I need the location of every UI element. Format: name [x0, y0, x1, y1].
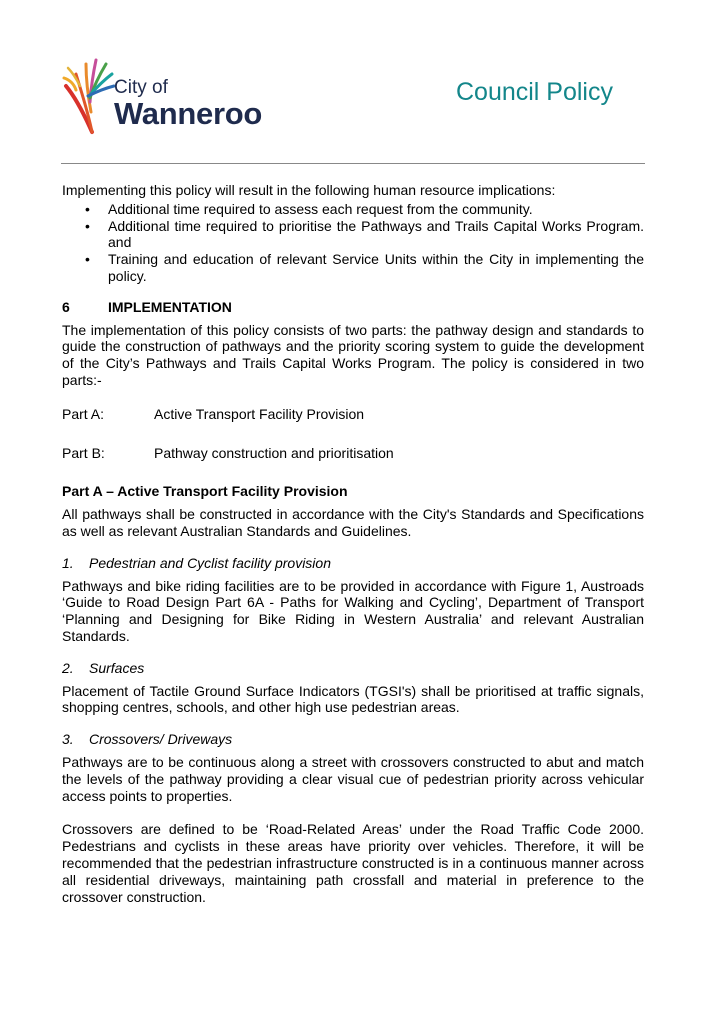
bullet-icon: •	[85, 217, 90, 234]
part-text: Active Transport Facility Provision	[154, 405, 365, 422]
city-logo	[62, 52, 292, 138]
subsection-paragraph: Pathways and bike riding facilities are to be provided in accordance with Figure 1, Austroads ‘Guide to Road Design Part 6A - Paths for Walking and Cycling’, Department of Transport ‘Planning and Designing for Bike Riding in Western Australia’ and relevant Australian Standards.	[62, 577, 644, 644]
document-body	[62, 182, 644, 905]
list-item: • Additional time required to assess each request from the community.	[85, 200, 533, 217]
subsection-title: Surfaces	[89, 659, 145, 676]
subsection-title: Crossovers/ Driveways	[89, 731, 233, 748]
bullet-icon: •	[85, 251, 90, 268]
subsection-paragraph: Pathways are to be continuous along a street with crossovers constructed to abut and match the levels of the pathway providing a clear visual cue of pedestrian priority across vehicular access points to properties.	[62, 753, 644, 804]
subsection-heading	[62, 555, 644, 572]
subsection-paragraph: Placement of Tactile Ground Surface Indicators (TGSI's) shall be prioritised at traffic signals, shopping centres, schools, and other high use pedestrian areas.	[62, 682, 644, 716]
part-text: Pathway construction and prioritisation	[154, 444, 394, 461]
part-label: Part B:	[62, 444, 105, 461]
part-row	[62, 445, 644, 462]
subsection-number: 2.	[62, 659, 74, 676]
bullet-icon: •	[85, 200, 90, 217]
part-row	[62, 406, 644, 423]
part-a-heading: Part A – Active Transport Facility Provision	[62, 483, 348, 500]
logo-text-city-of: City of	[114, 77, 168, 98]
logo-text-wanneroo: Wanneroo	[114, 96, 262, 131]
subsection-number: 1.	[62, 554, 74, 571]
section-title: IMPLEMENTATION	[108, 298, 232, 315]
header-divider	[61, 163, 645, 164]
wanneroo-flame-logo-icon	[62, 52, 118, 138]
page-title: Council Policy	[455, 78, 613, 106]
section-number: 6	[62, 298, 70, 315]
subsection-heading	[62, 660, 644, 677]
subsection-heading	[62, 731, 644, 748]
intro-paragraph: Implementing this policy will result in the following human resource implications:	[62, 182, 556, 198]
section-paragraph: The implementation of this policy consists of two parts: the pathway design and standards to guide the construction of pathways and the priority scoring system to guide the development of the City’s Pathways and Trails Capital Works Program. The policy is considered in two parts:-	[62, 321, 644, 388]
part-a-paragraph: All pathways shall be constructed in accordance with the City's Standards and Specifications as well as relevant Australian Standards and Guidelines.	[62, 506, 644, 539]
list-item: • Training and education of relevant Service Units within the City in implementing the policy.	[85, 251, 644, 284]
subsection-paragraph: Crossovers are defined to be ‘Road-Related Areas’ under the Road Traffic Code 2000. Pedestrians and cyclists in these areas have priority over vehicles. Therefore, it will be recommended that the pedestrian infrastructure constructed is in a continuous manner across all residential driveways, maintaining path crossfall and material in preference to the crossover construction.	[62, 821, 644, 905]
subsection-title: Pedestrian and Cyclist facility provision	[89, 554, 331, 571]
list-item: • Additional time required to prioritise the Pathways and Trails Capital Works Program. and	[85, 217, 644, 251]
part-label: Part A:	[62, 405, 105, 422]
subsection-number: 3.	[62, 731, 74, 748]
section-heading	[62, 299, 644, 316]
implications-list	[62, 201, 644, 285]
